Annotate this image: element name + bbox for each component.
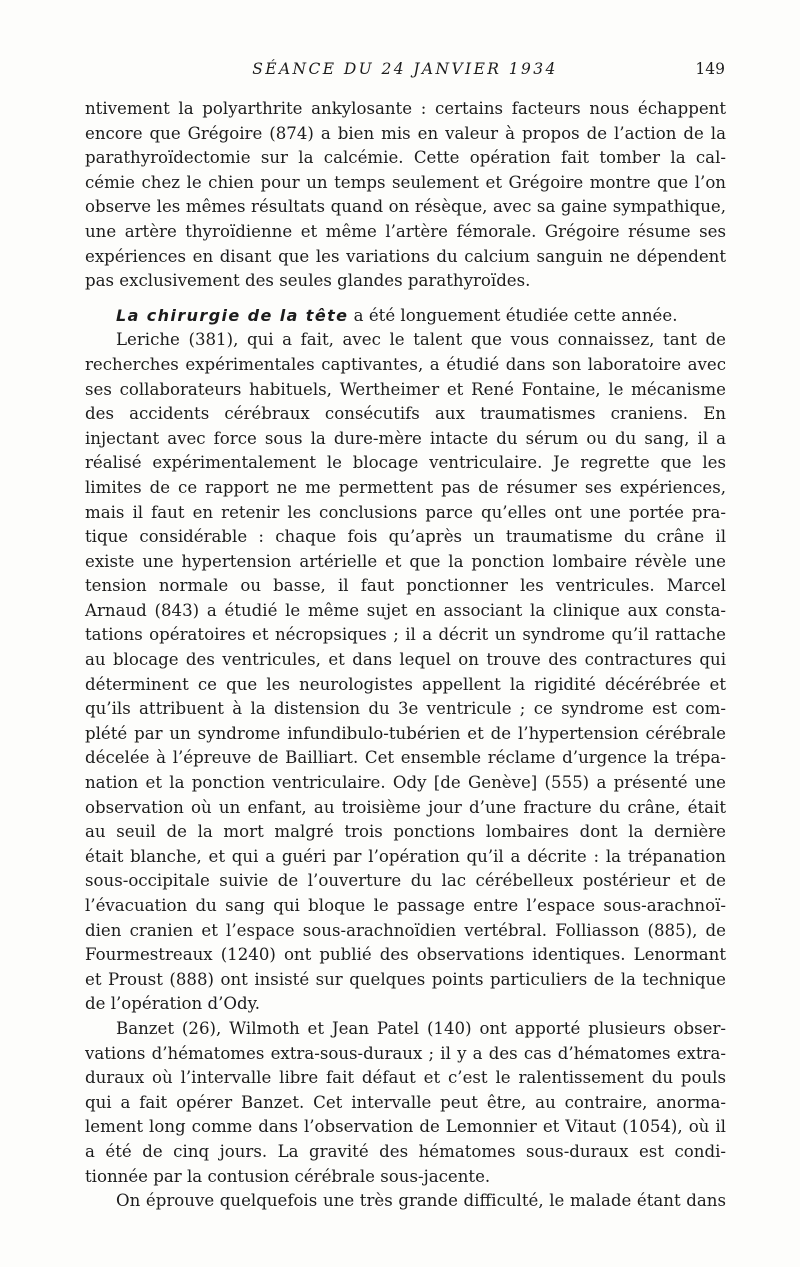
text-line: encore que Grégoire (874) a bien mis en valeur à propos de l’action de la: [85, 123, 726, 143]
paragraph-2: [85, 304, 726, 1017]
text-line: l’évacuation du sang qui bloque le passage entre l’espace sous-arachnoï-: [85, 896, 726, 915]
text-line: Arnaud (843) a étudié le même sujet en associant la clinique aux consta-: [85, 600, 726, 620]
paragraph-1: [85, 97, 726, 294]
text-line: lement long comme dans l’observation de Lemonnier et Vitaut (1054), où il: [85, 1117, 726, 1137]
text-line: tique considérable : chaque fois qu’après un traumatisme du crâne il: [85, 527, 726, 547]
text-line: cémie chez le chien pour un temps seulement et Grégoire montre que l’on: [85, 172, 726, 192]
paragraph-3: [85, 1017, 726, 1189]
running-head: [85, 60, 725, 84]
text-line: plété par un syndrome infundibulo-tubérien et de l’hypertension cérébrale: [85, 723, 726, 743]
text-line: recherches expérimentales captivantes, a étudié dans son laboratoire avec: [85, 354, 726, 374]
text-line: a été de cinq jours. La gravité des hématomes sous-duraux est condi-: [85, 1141, 726, 1161]
text-line: tionnée par la contusion cérébrale sous-jacente.: [85, 1166, 491, 1186]
text-line: Banzet (26), Wilmoth et Jean Patel (140) ont apporté plusieurs obser-: [116, 1018, 726, 1038]
text-line: qui a fait opérer Banzet. Cet intervalle peut être, au contraire, anorma-: [85, 1092, 726, 1112]
text-line: sous-occipitale suivie de l’ouverture du lac cérébelleux postérieur et de: [85, 871, 726, 891]
text-line: dien cranien et l’espace sous-arachnoïdien vertébral. Folliasson (885), de: [85, 920, 726, 940]
text-line: au blocage des ventricules, et dans lequel on trouve des contractures qui: [85, 650, 726, 670]
text-line: au seuil de la mort malgré trois ponctions lombaires dont la dernière: [85, 822, 726, 842]
paragraph-4: [85, 1189, 726, 1214]
text-line: décelée à l’épreuve de Bailliart. Cet ensemble réclame d’urgence la trépa-: [85, 748, 726, 768]
text-line: nation et la ponction ventriculaire. Ody [de Genève] (555) a présenté une: [85, 773, 726, 793]
text-line: mais il faut en retenir les conclusions parce qu’elles ont une portée pra-: [85, 502, 726, 522]
text-line: réalisé expérimentalement le blocage ventriculaire. Je regrette que les: [85, 453, 726, 473]
paragraph-gap: [85, 294, 726, 304]
text-line: tension normale ou basse, il faut ponctionner les ventricules. Marcel: [85, 576, 726, 596]
text-line: On éprouve quelquefois une très grande difficulté, le malade étant dans: [116, 1191, 726, 1211]
section-heading-rest: a été longuement étudiée cette année.: [348, 305, 678, 325]
text-line: une artère thyroïdienne et même l’artère fémorale. Grégoire résume ses: [85, 221, 726, 241]
text-line: injectant avec force sous la dure-mère intacte du sérum ou du sang, il a: [85, 428, 726, 448]
text-line: qu’ils attribuent à la distension du 3e ventricule ; ce syndrome est com-: [85, 699, 726, 719]
text-line: duraux où l’intervalle libre fait défaut et c’est le ralentissement du pouls: [85, 1068, 726, 1088]
text-line: observation où un enfant, au troisième jour d’une fracture du crâne, était: [85, 797, 726, 817]
text-line: déterminent ce que les neurologistes appellent la rigidité décérébrée et: [85, 674, 726, 694]
text-line: expériences en disant que les variations du calcium sanguin ne dépendent: [85, 246, 726, 266]
text-line: était blanche, et qui a guéri par l’opération qu’il a décrite : la trépanation: [85, 846, 726, 866]
text-line: pas exclusivement des seules glandes parathyroïdes.: [85, 271, 531, 291]
text-line: vations d’hématomes extra-sous-duraux ; il y a des cas d’hématomes extra-: [85, 1043, 726, 1063]
text-line: des accidents cérébraux consécutifs aux traumatismes craniens. En: [85, 404, 726, 424]
text-line: Fourmestreaux (1240) ont publié des observations identiques. Lenormant: [85, 945, 726, 965]
text-line: Leriche (381), qui a fait, avec le talent que vous connaissez, tant de: [116, 330, 726, 350]
body-text: [85, 97, 726, 1214]
section-heading-line: [85, 304, 726, 329]
text-line: ses collaborateurs habituels, Wertheimer et René Fontaine, le mécanisme: [85, 379, 726, 399]
text-line: existe une hypertension artérielle et que la ponction lombaire révèle une: [85, 551, 726, 571]
text-line: de l’opération d’Ody.: [85, 994, 261, 1014]
text-line: et Proust (888) ont insisté sur quelques points particuliers de la technique: [85, 969, 726, 989]
text-line: limites de ce rapport ne me permettent pas de résumer ses expériences,: [85, 477, 726, 497]
text-line: parathyroïdectomie sur la calcémie. Cette opération fait tomber la cal-: [85, 148, 726, 168]
running-title: SÉANCE DU 24 JANVIER 1934: [252, 60, 558, 78]
text-line: observe les mêmes résultats quand on résèque, avec sa gaine sympathique,: [85, 197, 726, 217]
text-line: ntivement la polyarthrite ankylosante : certains facteurs nous échappent: [85, 99, 726, 118]
section-heading: La chirurgie de la tête: [116, 305, 349, 325]
text-line: tations opératoires et nécropsiques ; il a décrit un syndrome qu’il rattache: [85, 625, 726, 645]
page-number: 149: [695, 60, 725, 78]
